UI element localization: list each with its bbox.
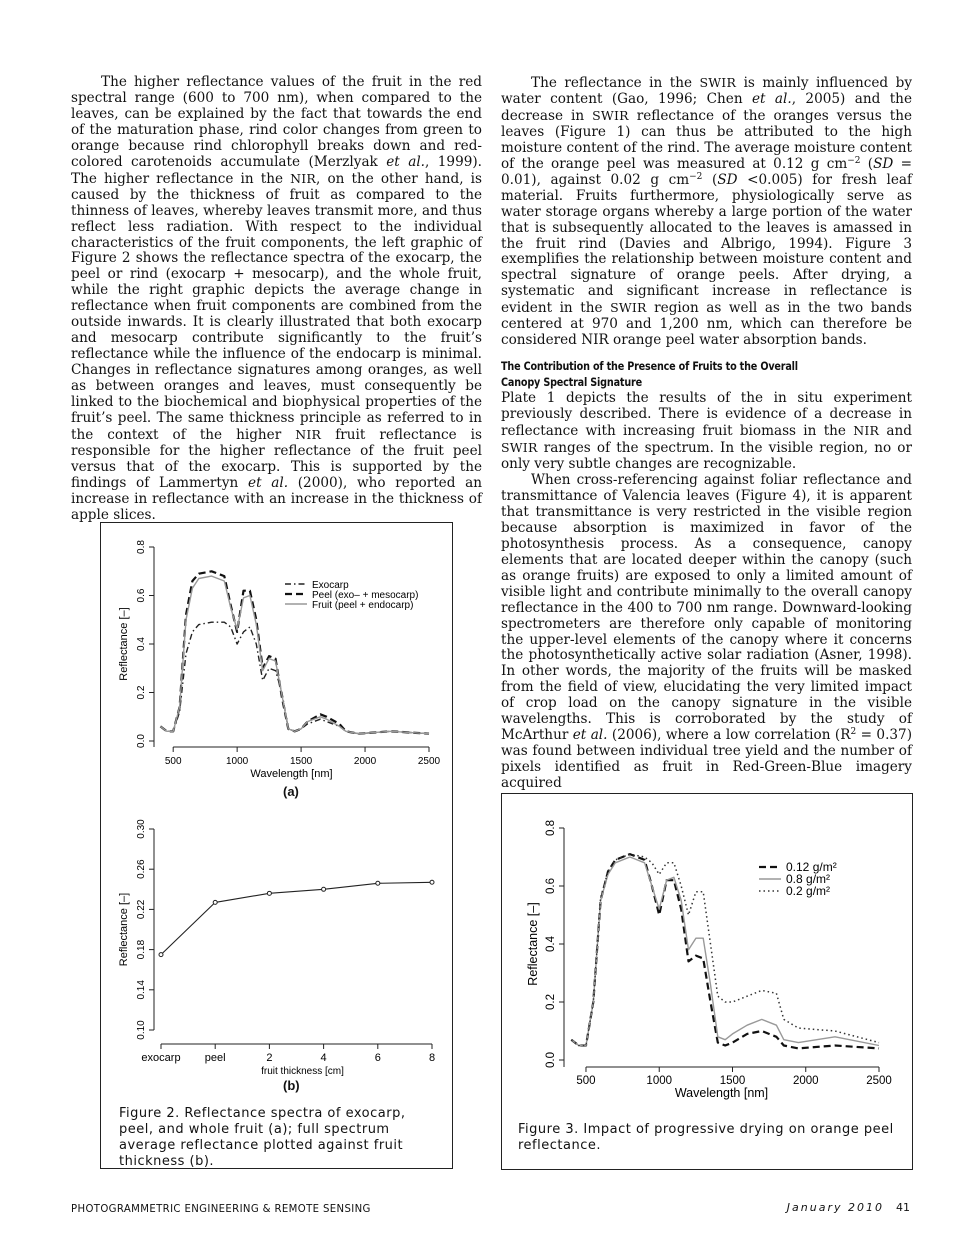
x-tick-label: 1500 <box>719 1075 746 1087</box>
y-tick-label: 0.22 <box>136 899 147 920</box>
figure-3-chart <box>507 798 907 1116</box>
x-tick-label: 500 <box>576 1075 596 1087</box>
figure-2-caption: Figure 2. Reflectance spectra of exocarp, peel, and whole fruit (a); full spectrum average reflectance plotted against fruit thickness (b). <box>119 1106 406 1169</box>
x-axis-title: Wavelength [nm] <box>674 1086 769 1100</box>
data-point <box>159 953 163 957</box>
x-tick-label: 1500 <box>289 756 313 767</box>
body-paragraph: Plate 1 depicts the results of the in situ experiment previously described. There is evidence of a decrease in reflectance with increasing fruit biomass in the NIR and SWIR ranges of the spectrum. In the visible region, no or only very subtle changes are recognizable. <box>501 390 912 473</box>
x-tick-label: peel <box>204 1052 226 1064</box>
section-heading: Canopy Spectral Signature <box>501 376 642 390</box>
y-tick-label: 0.8 <box>545 820 557 836</box>
y-tick-label: 0.0 <box>136 734 147 748</box>
x-axis-title: fruit thickness [cm] <box>261 1066 344 1077</box>
y-axis-title: Reflectance [–] <box>526 902 540 986</box>
y-tick-label: 0.2 <box>545 994 557 1010</box>
series-line <box>161 882 432 954</box>
series-line-dotdash <box>160 622 429 734</box>
x-tick-label: 2500 <box>417 756 441 767</box>
figure-2a-label: (a) <box>283 784 299 799</box>
body-paragraph: When cross-referencing against foliar reflectance and transmittance of Valencia leaves (Figure 4), it is apparent that transmittance is very restricted in the visible region because absorption is maximized in favor of the photosynthesis process. As a consequence, canopy elements that are located deeper within the canopy (such as orange fruits) are exposed to only a limited amount of visible light and contribute minimally to the overall canopy reflectance in the 400 to 700 nm range. Downward-looking spectrometers are therefore only capable of monitoring the upper-level elements of the canopy where it concerns the photosynthetically active solar radiation (Asner, 1998). In other words, the majority of the fruits will be masked from the field of view, elucidating the very limited impact of crop load on the canopy signature in the visible wavelengths. This is corroborated by the study of McArthur et al. (2006), where a low correlation $(R^2 = 0.37)$ was found between individual tree yield and the number of pixels identified as fruit in Red-Green-Blue imagery acquired <box>501 471 912 792</box>
footer-right <box>787 1201 910 1214</box>
x-axis-title: Wavelength [nm] <box>250 768 333 780</box>
body-paragraph: The higher reflectance values of the fruit in the red spectral range (600 to 700 nm), when compared to the leaves, can be explained by the fact that towards the end of the maturation phase, rind color changes from green to orange because rind chlorophyll breaks down and red-colored carotenoids accumulate (Merzlyak et al., 1999). The higher reflectance in the NIR, on the other hand, is caused by the thickness of fruit as compared to the thinness of leaves, whereby leaves transmit more, and thus reflect less radiation. With respect to the individual characteristics of the fruit components, the left graphic of Figure 2 shows the reflectance spectra of the exocarp, the peel or rind (exocarp + mesocarp), and the whole fruit, while the right graphic depicts the average change in reflectance when fruit components are combined from the outside inwards. It is clearly illustrated that both exocarp and mesocarp contribute significantly to the fruit’s reflectance while the influence of the endocarp is minimal. Changes in reflectance signatures among oranges, as well as between oranges and leaves, must consequently be linked to the biochemical and biophysical properties of the fruit’s peel. The same thickness principle as referred to in the context of the higher NIR fruit reflectance is responsible for the higher reflectance of the fruit peel versus that of the exocarp. This is supported by the findings of Lammertyn et al. (2000), who reported an increase in reflectance with an increase in the thickness of apple slices. <box>71 74 482 523</box>
x-tick-label: 2500 <box>866 1075 892 1087</box>
y-tick-label: 0.30 <box>136 819 147 839</box>
series-line-solid <box>571 857 879 1046</box>
x-tick-label: 2 <box>266 1052 273 1064</box>
legend-label: Fruit (peel + endocarp) <box>312 600 414 611</box>
figure-3-caption: Figure 3. Impact of progressive drying on orange peel reflectance. <box>518 1122 894 1153</box>
data-point <box>267 891 271 895</box>
data-point <box>430 880 434 884</box>
x-tick-label: 2000 <box>353 756 377 767</box>
y-tick-label: 0.10 <box>136 1020 147 1040</box>
x-tick-label: 500 <box>164 756 182 767</box>
issue-date: January 2010 <box>786 1201 884 1214</box>
y-axis-title: Reflectance [–] <box>118 892 130 967</box>
page-number: 41 <box>896 1201 910 1214</box>
x-tick-label: 1000 <box>226 756 249 767</box>
figure-2b-chart <box>104 804 449 1084</box>
y-axis-title: Reflectance [–] <box>118 607 130 681</box>
legend-label: 0.12 g/m² <box>786 860 837 874</box>
y-tick-label: 0.0 <box>545 1052 557 1068</box>
data-point <box>376 881 380 885</box>
x-tick-label: 1000 <box>646 1075 673 1087</box>
y-tick-label: 0.8 <box>136 540 147 554</box>
data-point <box>322 887 326 891</box>
figure-2b-label: (b) <box>283 1078 300 1093</box>
y-tick-label: 0.4 <box>545 936 557 952</box>
journal-name: PHOTOGRAMMETRIC ENGINEERING & REMOTE SENSING <box>71 1202 371 1215</box>
legend-label: Peel (exo– + mesocarp) <box>312 590 419 601</box>
x-tick-label: 6 <box>374 1052 381 1064</box>
legend-label: 0.8 g/m² <box>786 872 831 886</box>
figure-2a-chart <box>104 526 449 801</box>
y-tick-label: 0.18 <box>136 939 147 960</box>
y-tick-label: 0.2 <box>136 685 147 700</box>
x-tick-label: 8 <box>428 1052 436 1064</box>
y-tick-label: 0.6 <box>545 878 557 894</box>
left-column <box>71 75 482 524</box>
x-tick-label: 4 <box>320 1052 327 1064</box>
series-line-dashed <box>571 854 879 1048</box>
y-tick-label: 0.14 <box>136 980 147 1000</box>
data-point <box>213 900 217 904</box>
right-column <box>501 75 912 792</box>
legend-label: Exocarp <box>312 580 349 591</box>
section-heading: The Contribution of the Presence of Fruits to the Overall <box>501 360 798 374</box>
y-tick-label: 0.6 <box>136 588 147 603</box>
y-tick-label: 0.4 <box>136 637 147 651</box>
y-tick-label: 0.26 <box>136 859 147 879</box>
x-tick-label: 2000 <box>792 1075 819 1087</box>
legend-label: 0.2 g/m² <box>786 884 831 898</box>
series-line-dotted <box>571 854 879 1045</box>
body-paragraph: The reflectance in the SWIR is mainly influenced by water content (Gao, 1996; Chen et al., 2005) and the decrease in SWIR reflectance of the oranges versus the leaves (Figure 1) can thus be attributed to the high moisture content of the rind. The average moisture content of the orange peel was measured at 0.12 g $cm^{-2}$ (SD = 0.01), against 0.02 g $cm^{-2}$ (SD <0.005) for fresh leaf material. Fruits furthermore, physiologically serve as water storage organs whereby a large portion of the water that is subsequently allocated to the leaves is amassed in the fruit rind (Davies and Albrigo, 1994). Figure 3 exemplifies the relationship between moisture content and spectral signature of orange peels. After drying, a systematic and significant increase in reflectance is evident in the SWIR region as well as in the two bands centered at 970 and 1,200 nm, which can therefore be considered NIR orange peel water absorption bands. <box>501 75 913 349</box>
x-tick-label: exocarp <box>141 1052 181 1064</box>
